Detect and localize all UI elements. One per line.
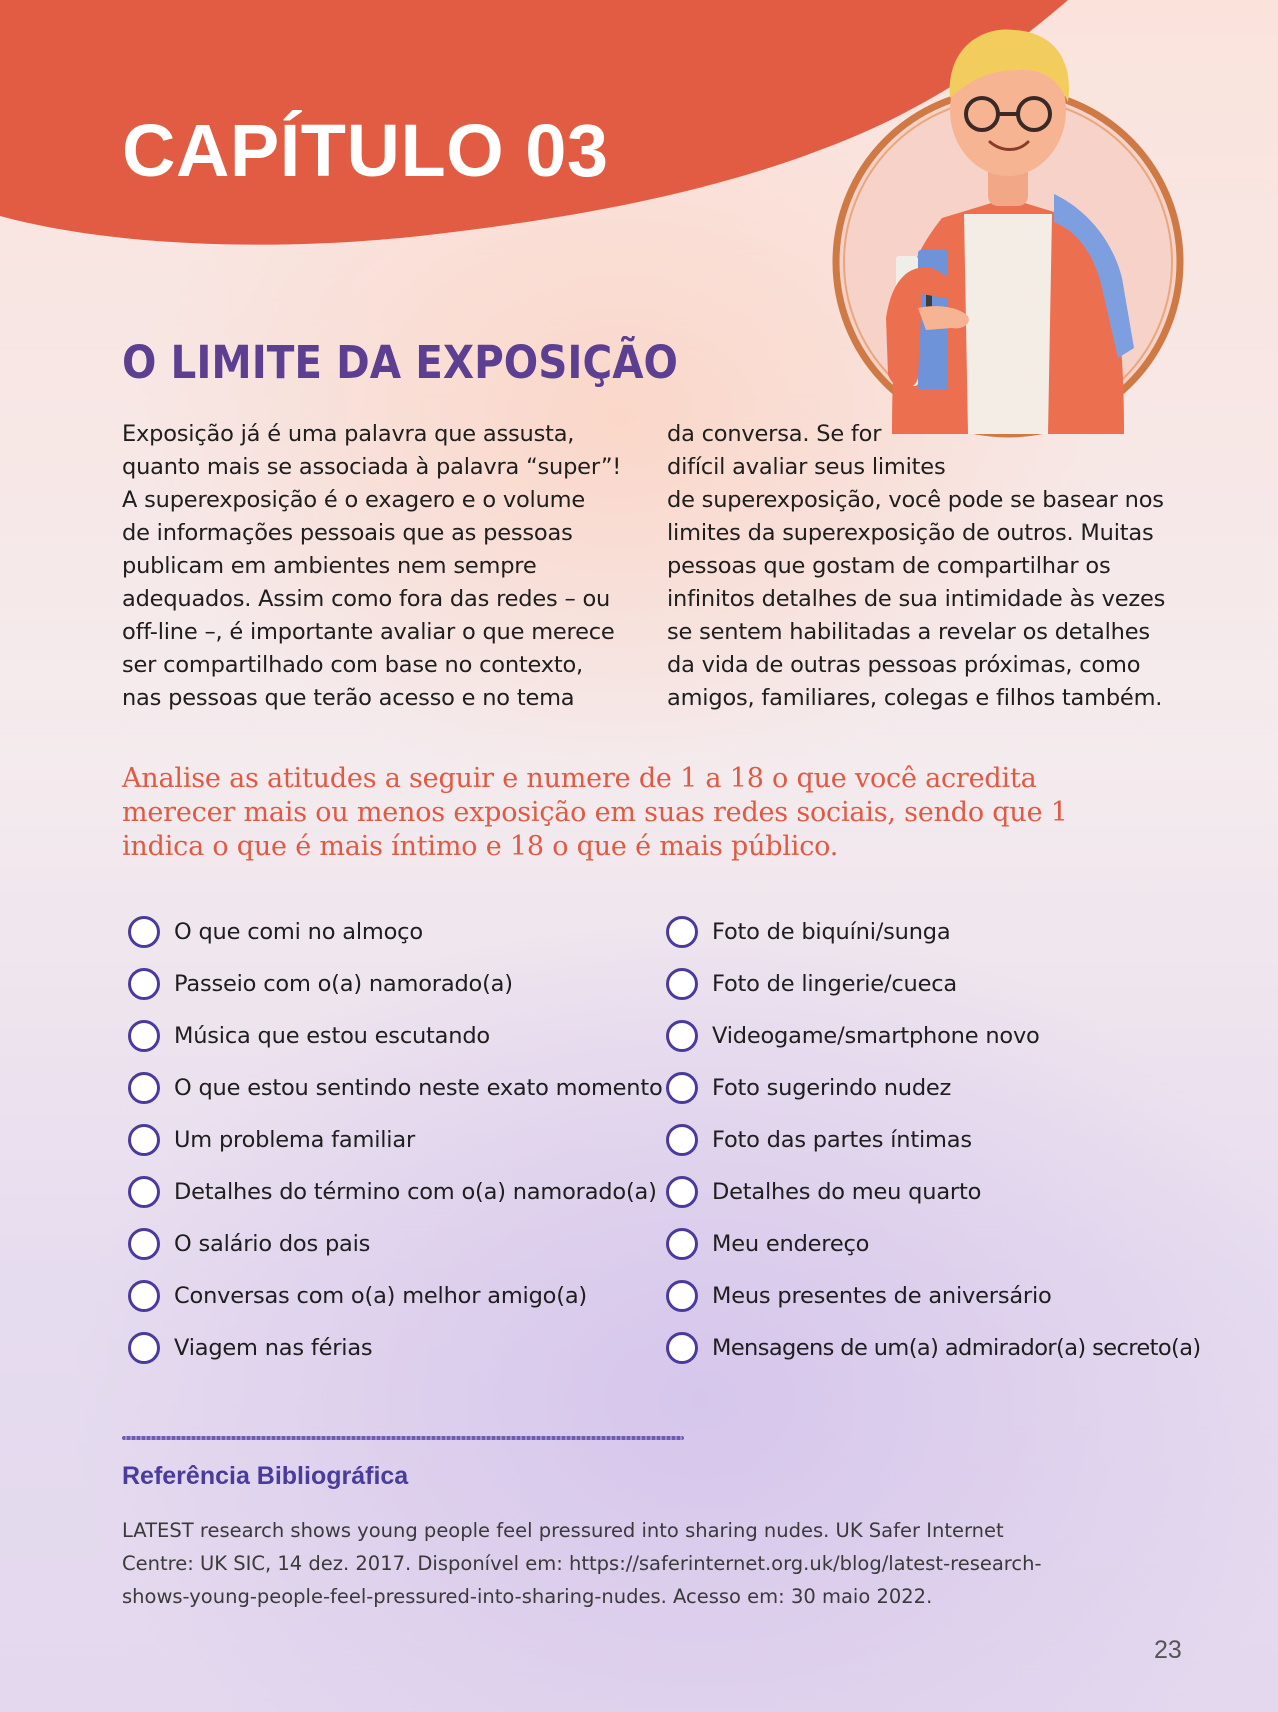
radio-circle-icon[interactable]: [128, 1072, 160, 1104]
intro-line: quanto mais se associada à palavra “super”!: [122, 454, 622, 480]
reference-line: shows-young-people-feel-pressured-into-sharing-nudes. Acesso em: 30 maio 2022.: [122, 1585, 933, 1608]
checklist-item-label: Conversas com o(a) melhor amigo(a): [174, 1283, 587, 1309]
reference-line: Centre: UK SIC, 14 dez. 2017. Disponível em: https://saferinternet.org.uk/blog/latest-research-: [122, 1552, 1042, 1575]
intro-line: da conversa. Se for: [667, 421, 882, 447]
radio-circle-icon[interactable]: [666, 1072, 698, 1104]
student-with-books-illustration: [822, 18, 1194, 438]
section-title: O LIMITE DA EXPOSIÇÃO: [122, 336, 678, 389]
intro-line: ser compartilhado com base no contexto,: [122, 652, 584, 678]
radio-circle-icon[interactable]: [666, 1228, 698, 1260]
checklist-item-label: Detalhes do meu quarto: [712, 1179, 982, 1205]
checklist-item[interactable]: [666, 912, 950, 952]
intro-line: Exposição já é uma palavra que assusta,: [122, 421, 575, 447]
checklist-item-label: Foto das partes íntimas: [712, 1127, 972, 1153]
intro-line: de informações pessoais que as pessoas: [122, 520, 573, 546]
checklist-item-label: Foto de lingerie/cueca: [712, 971, 957, 997]
checklist-item[interactable]: [128, 1016, 490, 1056]
intro-text-column-2: [667, 418, 1207, 715]
checklist-item-label: Passeio com o(a) namorado(a): [174, 971, 513, 997]
checklist-item-label: O que estou sentindo neste exato momento: [174, 1075, 663, 1101]
checklist-item-label: O salário dos pais: [174, 1231, 371, 1257]
instruction-line: Analise as atitudes a seguir e numere de 1 a 18 o que você acredita: [122, 763, 1037, 794]
intro-line: difícil avaliar seus limites: [667, 454, 946, 480]
intro-line: nas pessoas que terão acesso e no tema: [122, 685, 575, 711]
radio-circle-icon[interactable]: [128, 916, 160, 948]
radio-circle-icon[interactable]: [666, 1280, 698, 1312]
intro-line: infinitos detalhes de sua intimidade às vezes: [667, 586, 1166, 612]
checklist-item[interactable]: [128, 1172, 657, 1212]
intro-line: da vida de outras pessoas próximas, como: [667, 652, 1141, 678]
checklist-item-label: Foto sugerindo nudez: [712, 1075, 952, 1101]
intro-line: A superexposição é o exagero e o volume: [122, 487, 585, 513]
checklist-item-label: Meu endereço: [712, 1231, 870, 1257]
radio-circle-icon[interactable]: [666, 1124, 698, 1156]
checklist-item[interactable]: [128, 964, 513, 1004]
checklist-item[interactable]: [666, 1016, 1040, 1056]
radio-circle-icon[interactable]: [666, 968, 698, 1000]
checklist-item[interactable]: [666, 1328, 1201, 1368]
checklist-item-label: Viagem nas férias: [174, 1335, 373, 1361]
checklist-item[interactable]: [128, 1276, 587, 1316]
intro-line: se sentem habilitadas a revelar os detalhes: [667, 619, 1150, 645]
radio-circle-icon[interactable]: [128, 1124, 160, 1156]
reference-divider: [122, 1436, 684, 1440]
checklist-item[interactable]: [666, 1172, 981, 1212]
checklist-item-label: Detalhes do término com o(a) namorado(a): [174, 1179, 657, 1205]
intro-line: off-line –, é importante avaliar o que merece: [122, 619, 615, 645]
radio-circle-icon[interactable]: [666, 1176, 698, 1208]
radio-circle-icon[interactable]: [128, 1176, 160, 1208]
radio-circle-icon[interactable]: [128, 1020, 160, 1052]
checklist-item[interactable]: [128, 1120, 415, 1160]
instruction-line: merecer mais ou menos exposição em suas redes sociais, sendo que 1: [122, 797, 1068, 828]
reference-heading: Referência Bibliográfica: [122, 1462, 409, 1490]
checklist-item[interactable]: [128, 1328, 372, 1368]
exercise-instruction: [122, 762, 1172, 864]
checklist-item[interactable]: [128, 912, 423, 952]
reference-text: [122, 1514, 1082, 1613]
intro-line: de superexposição, você pode se basear nos: [667, 487, 1164, 513]
checklist-item[interactable]: [666, 1068, 951, 1108]
checklist-item-label: Música que estou escutando: [174, 1023, 490, 1049]
intro-line: limites da superexposição de outros. Muitas: [667, 520, 1154, 546]
checklist-item[interactable]: [128, 1068, 663, 1108]
radio-circle-icon[interactable]: [128, 1332, 160, 1364]
checklist-item-label: O que comi no almoço: [174, 919, 423, 945]
checklist-item[interactable]: [666, 1224, 869, 1264]
radio-circle-icon[interactable]: [128, 968, 160, 1000]
reference-line: LATEST research shows young people feel pressured into sharing nudes. UK Safer Internet: [122, 1519, 1004, 1542]
page-number: 23: [1154, 1636, 1182, 1664]
checklist-item-label: Mensagens de um(a) admirador(a) secreto(a): [712, 1335, 1201, 1361]
checklist-item-label: Um problema familiar: [174, 1127, 415, 1153]
checklist-item-label: Meus presentes de aniversário: [712, 1283, 1052, 1309]
checklist-item[interactable]: [666, 1276, 1052, 1316]
intro-text-column-1: [122, 418, 652, 715]
checklist-item-label: Foto de biquíni/sunga: [712, 919, 951, 945]
checklist-item[interactable]: [128, 1224, 370, 1264]
checklist-item[interactable]: [666, 1120, 972, 1160]
radio-circle-icon[interactable]: [128, 1228, 160, 1260]
radio-circle-icon[interactable]: [666, 916, 698, 948]
radio-circle-icon[interactable]: [128, 1280, 160, 1312]
intro-line: adequados. Assim como fora das redes – ou: [122, 586, 611, 612]
intro-line: pessoas que gostam de compartilhar os: [667, 553, 1111, 579]
radio-circle-icon[interactable]: [666, 1020, 698, 1052]
checklist-item[interactable]: [666, 964, 957, 1004]
instruction-line: indica o que é mais íntimo e 18 o que é mais público.: [122, 831, 839, 862]
chapter-title: CAPÍTULO 03: [122, 109, 609, 192]
intro-line: amigos, familiares, colegas e filhos também.: [667, 685, 1163, 711]
radio-circle-icon[interactable]: [666, 1332, 698, 1364]
intro-line: publicam em ambientes nem sempre: [122, 553, 537, 579]
checklist-item-label: Videogame/smartphone novo: [712, 1023, 1040, 1049]
